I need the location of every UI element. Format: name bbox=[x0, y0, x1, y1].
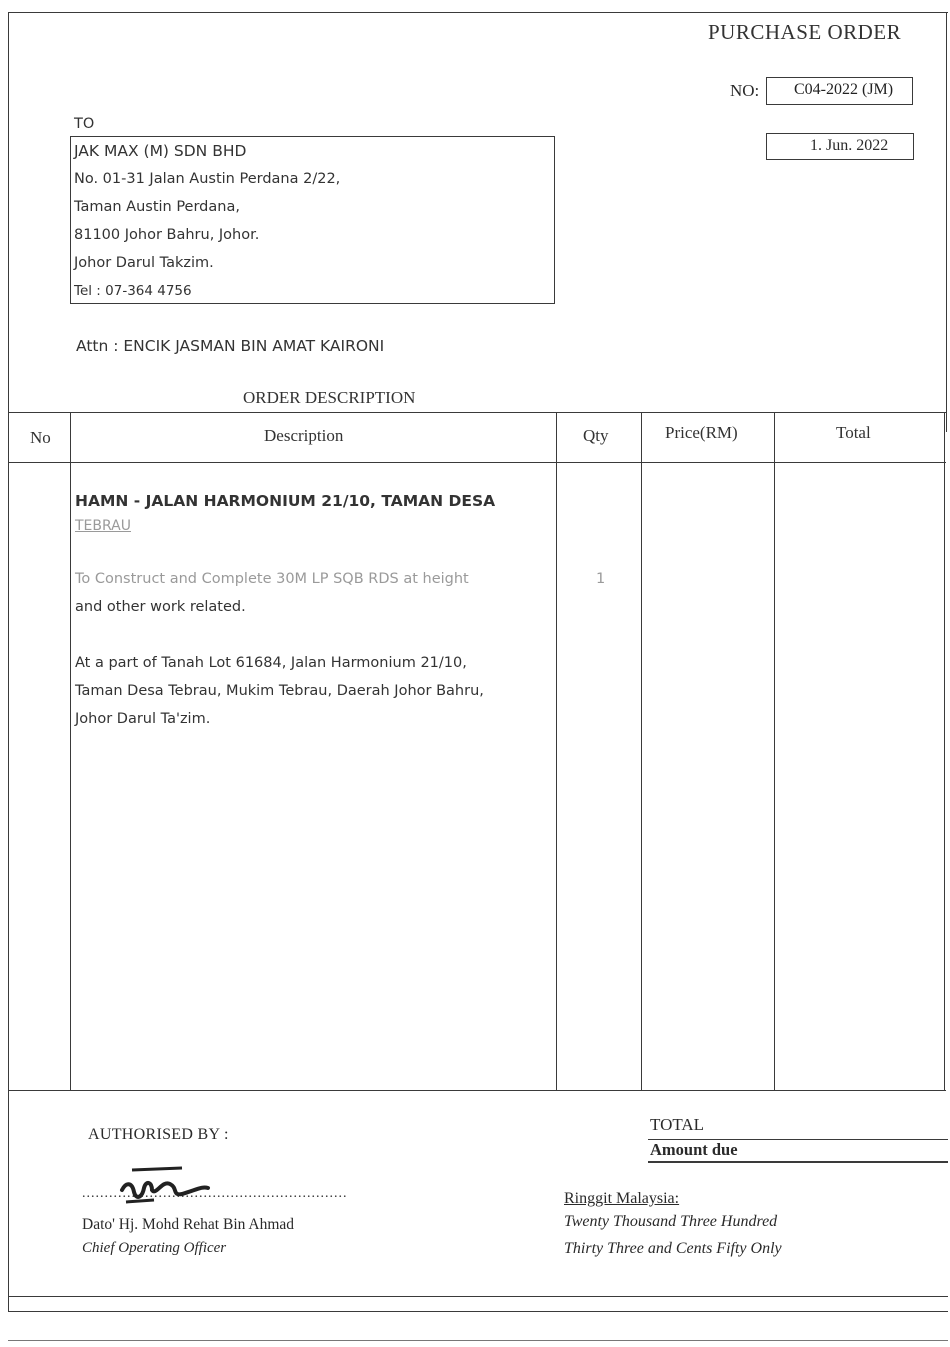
authorised-by-label: AUTHORISED BY : bbox=[88, 1126, 229, 1143]
recipient-name: JAK MAX (M) SDN BHD bbox=[74, 142, 247, 160]
amount-due-label: Amount due bbox=[650, 1140, 738, 1159]
ringgit-label: Ringgit Malaysia: bbox=[564, 1190, 680, 1207]
col-divider-qty bbox=[641, 412, 642, 1090]
col-divider-right bbox=[944, 412, 945, 1090]
project-name-line: TEBRAU bbox=[75, 518, 131, 534]
work-description-line: and other work related. bbox=[75, 599, 246, 615]
address-line: No. 01-31 Jalan Austin Perdana 2/22, bbox=[74, 171, 341, 187]
attention-line: Attn : ENCIK JASMAN BIN AMAT KAIRONI bbox=[76, 337, 385, 355]
order-date: 1. Jun. 2022 bbox=[810, 137, 889, 154]
frame-bottom-extra bbox=[8, 1340, 948, 1341]
location-line: Johor Darul Ta'zim. bbox=[75, 711, 211, 727]
location-line: Taman Desa Tebrau, Mukim Tebrau, Daerah Johor Bahru, bbox=[75, 683, 484, 699]
column-header-no: No bbox=[30, 428, 51, 447]
order-description-title: ORDER DESCRIPTION bbox=[243, 388, 416, 407]
column-header-price: Price(RM) bbox=[665, 423, 738, 442]
table-header-bottom-line bbox=[8, 462, 946, 463]
column-header-description: Description bbox=[264, 426, 344, 445]
col-divider-no bbox=[70, 412, 71, 1090]
frame-top bbox=[8, 12, 948, 13]
amount-in-words-line: Twenty Thousand Three Hundred bbox=[564, 1213, 778, 1230]
column-header-total: Total bbox=[836, 423, 871, 442]
signatory-name: Dato' Hj. Mohd Rehat Bin Ahmad bbox=[82, 1216, 295, 1233]
amount-due-underline bbox=[648, 1161, 948, 1163]
frame-left bbox=[8, 12, 9, 1312]
signature bbox=[112, 1160, 222, 1210]
address-line: Johor Darul Takzim. bbox=[74, 255, 214, 271]
project-name-line: HAMN - JALAN HARMONIUM 21/10, TAMAN DESA bbox=[75, 492, 496, 510]
signatory-title: Chief Operating Officer bbox=[82, 1240, 227, 1256]
document-title: PURCHASE ORDER bbox=[708, 20, 902, 44]
frame-bottom bbox=[8, 1311, 948, 1312]
signature-dotted-line: ........................................................... bbox=[82, 1186, 348, 1201]
col-divider-price bbox=[774, 412, 775, 1090]
address-line: Tel : 07-364 4756 bbox=[74, 283, 192, 299]
address-line: Taman Austin Perdana, bbox=[74, 199, 240, 215]
footer-bottom-divider bbox=[8, 1296, 948, 1297]
amount-in-words-line: Thirty Three and Cents Fifty Only bbox=[564, 1240, 782, 1257]
table-bottom-line bbox=[8, 1090, 946, 1091]
col-divider-desc bbox=[556, 412, 557, 1090]
po-number: C04-2022 (JM) bbox=[794, 81, 894, 98]
table-top-line bbox=[8, 412, 946, 413]
work-description-line: To Construct and Complete 30M LP SQB RDS at height bbox=[75, 571, 469, 587]
total-label: TOTAL bbox=[650, 1115, 705, 1134]
po-number-label: NO: bbox=[730, 81, 760, 100]
frame-right bbox=[946, 12, 947, 432]
address-line: 81100 Johor Bahru, Johor. bbox=[74, 227, 260, 243]
item-qty: 1 bbox=[596, 571, 606, 587]
location-line: At a part of Tanah Lot 61684, Jalan Harmonium 21/10, bbox=[75, 655, 467, 671]
column-header-qty: Qty bbox=[583, 426, 609, 445]
to-label: TO bbox=[74, 116, 95, 132]
